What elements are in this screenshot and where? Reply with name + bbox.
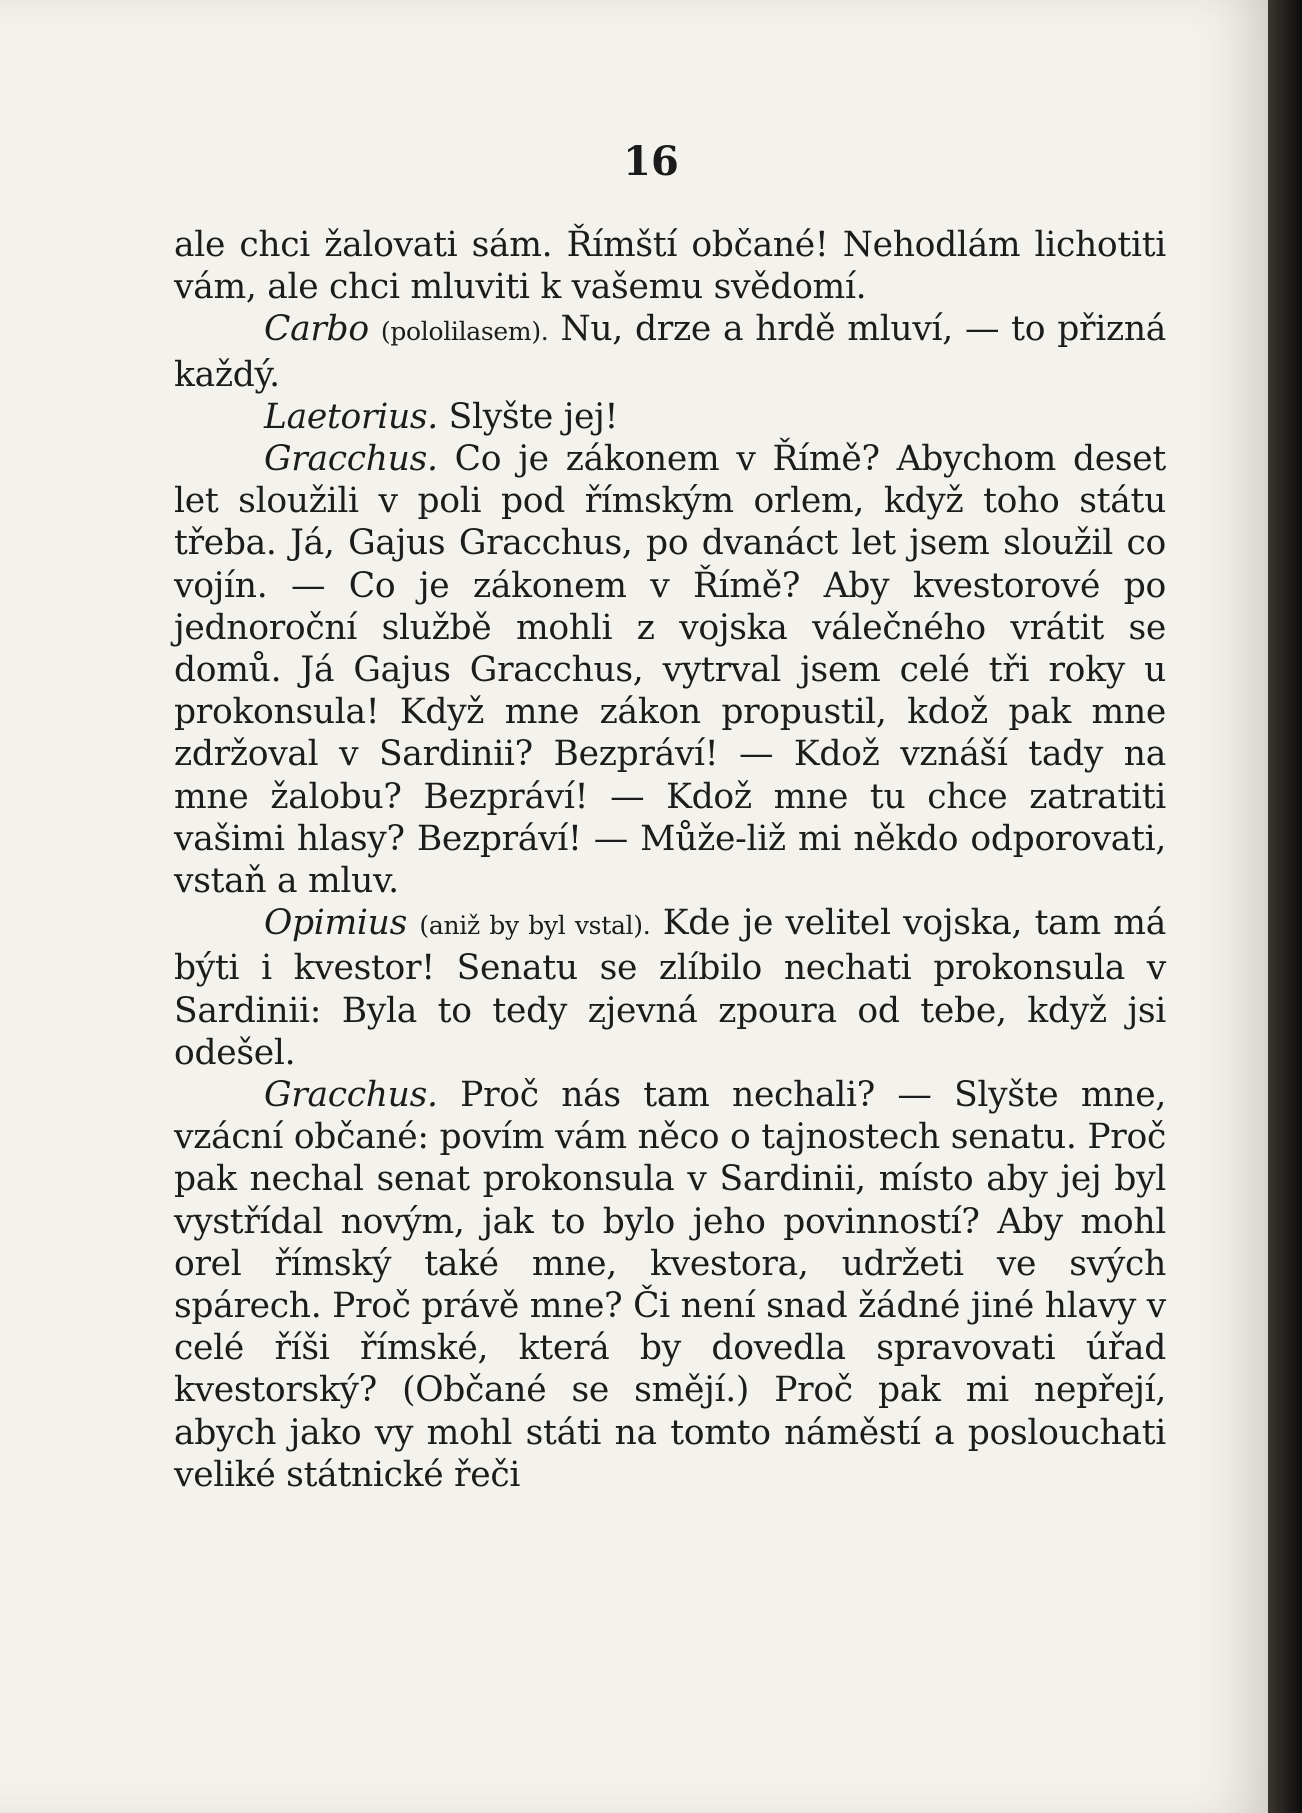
stage-direction: (pololilasem). (380, 317, 549, 347)
page-number: 16 (623, 138, 679, 185)
speaker-name: Laetorius. (264, 396, 438, 437)
page-text (174, 224, 1166, 1496)
paragraph-laetorius (174, 396, 1166, 438)
paragraph-text: Proč nás tam nechali? — Slyšte mne, vzácní občané: povím vám něco o tajnostech senatu. Proč pak nechal senat prokonsula v Sardinii, místo aby jej byl vystřídal novým, jak to bylo jeho povinností? Aby mohl orel římský také mne, kvestora, udržeti ve svých spárech. Proč právě mne? Či není snad žádné jiné hlavy v celé říši římské, která by dovedla spravovati úřad kvestorský? (Občané se smějí.) Proč pak mi nepřejí, abych jako vy mohl státi na tomto náměstí a poslouchati veliké státnické řeči (174, 1075, 1167, 1495)
speaker-name: Gracchus. (264, 1075, 438, 1116)
paragraph-opimius (174, 902, 1166, 1074)
paragraph-gracchus-1 (174, 438, 1166, 902)
paragraph-text: Kde je velitel vojska, tam má býti i kvestor! Senatu se zlíbilo nechati prokonsula v Sardinii: Byla to tedy zjevná zpoura od tebe, když jsi odešel. (174, 903, 1166, 1073)
paragraph-text: Slyšte jej! (448, 396, 619, 437)
paragraph-gracchus-2 (174, 1074, 1166, 1496)
paragraph-text: Nu, drze a hrdě mluví, — to přizná každý. (174, 309, 1167, 395)
paragraph-continuation (174, 224, 1166, 308)
book-spine (1268, 0, 1302, 1813)
paragraph-text: ale chci žalovati sám. Římští občané! Nehodlám lichotiti vám, ale chci mluviti k vašemu svědomí. (174, 225, 1166, 308)
speaker-name: Gracchus. (264, 439, 438, 480)
speaker-name: Carbo (264, 309, 369, 350)
speaker-name: Opimius (264, 903, 407, 944)
paragraph-text: Co je zákonem v Římě? Abychom deset let sloužili v poli pod římským orlem, když toho státu třeba. Já, Gajus Gracchus, po dvanáct let jsem sloužil co vojín. — Co je zákonem v Římě? Aby kvestorové po jednoroční službě mohli z vojska válečného vrátit se domů. Já Gajus Gracchus, vytrval jsem celé tři roky u prokonsula! Když mne zákon propustil, kdož pak mne zdržoval v Sardinii? Bezpráví! — Kdož vznáší tady na mne žalobu? Bezpráví! — Kdož mne tu chce zatratiti vašimi hlasy? Bezpráví! — Může-liž mi někdo odporovati, vstaň a mluv. (174, 439, 1166, 902)
paragraph-carbo (174, 308, 1166, 395)
stage-direction: (aniž by byl vstal). (419, 911, 651, 941)
